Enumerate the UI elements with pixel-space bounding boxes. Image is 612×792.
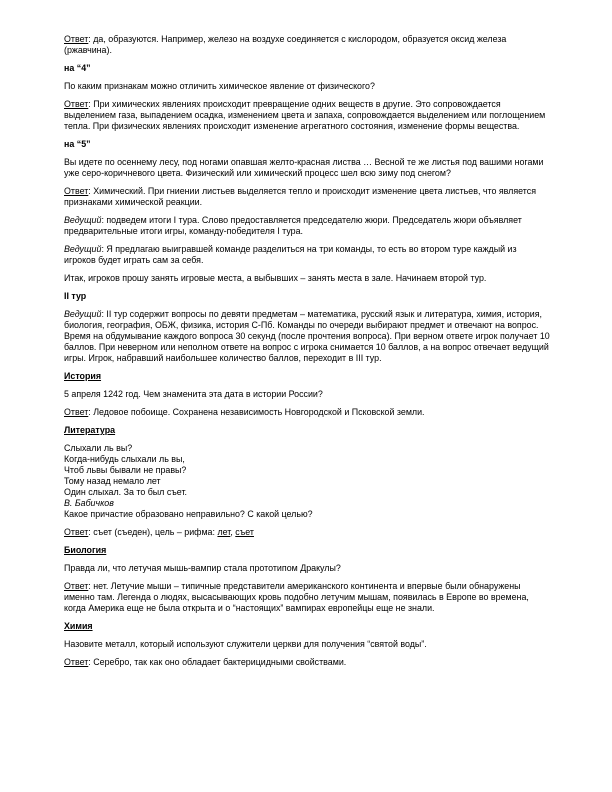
question-paragraph: 5 апреля 1242 год. Чем знаменита эта дата в истории России? xyxy=(64,389,323,399)
poem-line: Один слыхал. За то был съет. xyxy=(64,487,187,497)
answer-label: Ответ xyxy=(64,657,89,667)
answer-text: : Химический. При гниении листьев выделяется тепло и происходит изменение цвета листьев, что является признаками химической реакции. xyxy=(64,186,537,207)
answer-paragraph xyxy=(64,186,550,208)
leader-label: Ведущий xyxy=(64,244,102,254)
answer-paragraph xyxy=(64,34,550,56)
answer-label: Ответ xyxy=(64,186,89,196)
answer-paragraph xyxy=(64,527,550,538)
poem-author: В. Бабичков xyxy=(64,498,114,508)
round-heading: II тур xyxy=(64,291,87,301)
transition-paragraph: Итак, игроков прошу занять игровые места, а выбывших – занять места в зале. Начинаем второй тур. xyxy=(64,273,487,283)
answer-label: Ответ xyxy=(64,407,89,417)
subject-heading-biology: Биология xyxy=(64,545,107,555)
answer-label: Ответ xyxy=(64,527,89,537)
answer-label: Ответ xyxy=(64,581,89,591)
answer-text: : нет. Летучие мыши – типичные представители американского континента и впервые были обнаружены именно там. Легенда о людях, высасывающих кровь подобно летучим мышам, появилась в Европе во времена, когда Америка еще не была открыта и о “настоящих” вампирах европейцы еще не знали. xyxy=(64,581,529,613)
subject-heading-chemistry: Химия xyxy=(64,621,93,631)
leader-label: Ведущий xyxy=(64,309,102,319)
section-heading: на “4” xyxy=(64,63,91,73)
poem-line: Тому назад немало лет xyxy=(64,476,161,486)
document-page xyxy=(64,34,550,675)
subject-heading-literature: Литература xyxy=(64,425,116,435)
leader-text: : Я предлагаю выигравшей команде разделиться на три команды, то есть во втором туре каждый из игроков будет играть сам за себя. xyxy=(64,244,517,265)
rhyme-word: съет xyxy=(235,527,254,537)
answer-text: : съет (съеден), цель – рифма: xyxy=(88,527,218,537)
leader-paragraph xyxy=(64,244,550,266)
section-heading: на “5” xyxy=(64,139,91,149)
leader-label: Ведущий xyxy=(64,215,102,225)
question-paragraph: По каким признакам можно отличить химическое явление от физического? xyxy=(64,81,375,91)
answer-paragraph xyxy=(64,657,550,668)
poem-line: Слыхали ль вы? xyxy=(64,443,133,453)
answer-text: : При химических явлениях происходит превращение одних веществ в другие. Это сопровождается выделением газа, выпадением осадка, изменением цвета и запаха, сопровождается выделением или поглощением тепла. При физических явлениях происходит изменение агрегатного состояния, изменение формы вещества. xyxy=(64,99,546,131)
rhyme-word: лет xyxy=(217,527,231,537)
answer-label: Ответ xyxy=(64,99,89,109)
question-paragraph: Правда ли, что летучая мышь-вампир стала прототипом Дракулы? xyxy=(64,563,341,573)
answer-paragraph xyxy=(64,581,550,614)
leader-paragraph xyxy=(64,309,550,364)
question-line: Какое причастие образовано неправильно? С какой целью? xyxy=(64,509,313,519)
leader-text: : II тур содержит вопросы по девяти предметам – математика, русский язык и литература, химия, история, биология, география, ОБЖ, физика, история С-Пб. Команды по очереди выбирают предмет и отвечают на вопрос. Время на обдумывание каждого вопроса 30 секунд (после прочтения вопроса). При верном ответе игрок получает 10 баллов. При неверном или неполном ответе на вопрос с игрока снимается 10 баллов, а на вопрос отвечает ведущий игры. Игрок, набравший наибольшее количество баллов, переходит в III тур. xyxy=(64,309,550,363)
poem-line: Когда-нибудь слыхали ль вы, xyxy=(64,454,185,464)
answer-text: : Серебро, так как оно обладает бактерицидными свойствами. xyxy=(88,657,347,667)
question-paragraph: Вы идете по осеннему лесу, под ногами опавшая желто-красная листва … Весной те же листья под вашими ногами уже серо-коричневого цвета. Физический или химический процесс шел всю зиму под снегом? xyxy=(64,157,544,178)
poem xyxy=(64,443,550,520)
subject-heading-history: История xyxy=(64,371,102,381)
answer-paragraph xyxy=(64,99,550,132)
poem-line: Чтоб львы бывали не правы? xyxy=(64,465,187,475)
leader-text: : подведем итоги I тура. Слово предоставляется председателю жюри. Председатель жюри объявляет предварительные итоги игры, команду-победителя I тура. xyxy=(64,215,522,236)
answer-text: : да, образуются. Например, железо на воздухе соединяется с кислородом, образуется оксид железа (ржавчина). xyxy=(64,34,507,55)
rhyme-separator: , xyxy=(230,527,236,537)
answer-paragraph xyxy=(64,407,550,418)
answer-text: : Ледовое побоище. Сохранена независимость Новгородской и Псковской земли. xyxy=(88,407,425,417)
leader-paragraph xyxy=(64,215,550,237)
question-paragraph: Назовите металл, который используют служители церкви для получения “святой воды”. xyxy=(64,639,427,649)
answer-label: Ответ xyxy=(64,34,89,44)
